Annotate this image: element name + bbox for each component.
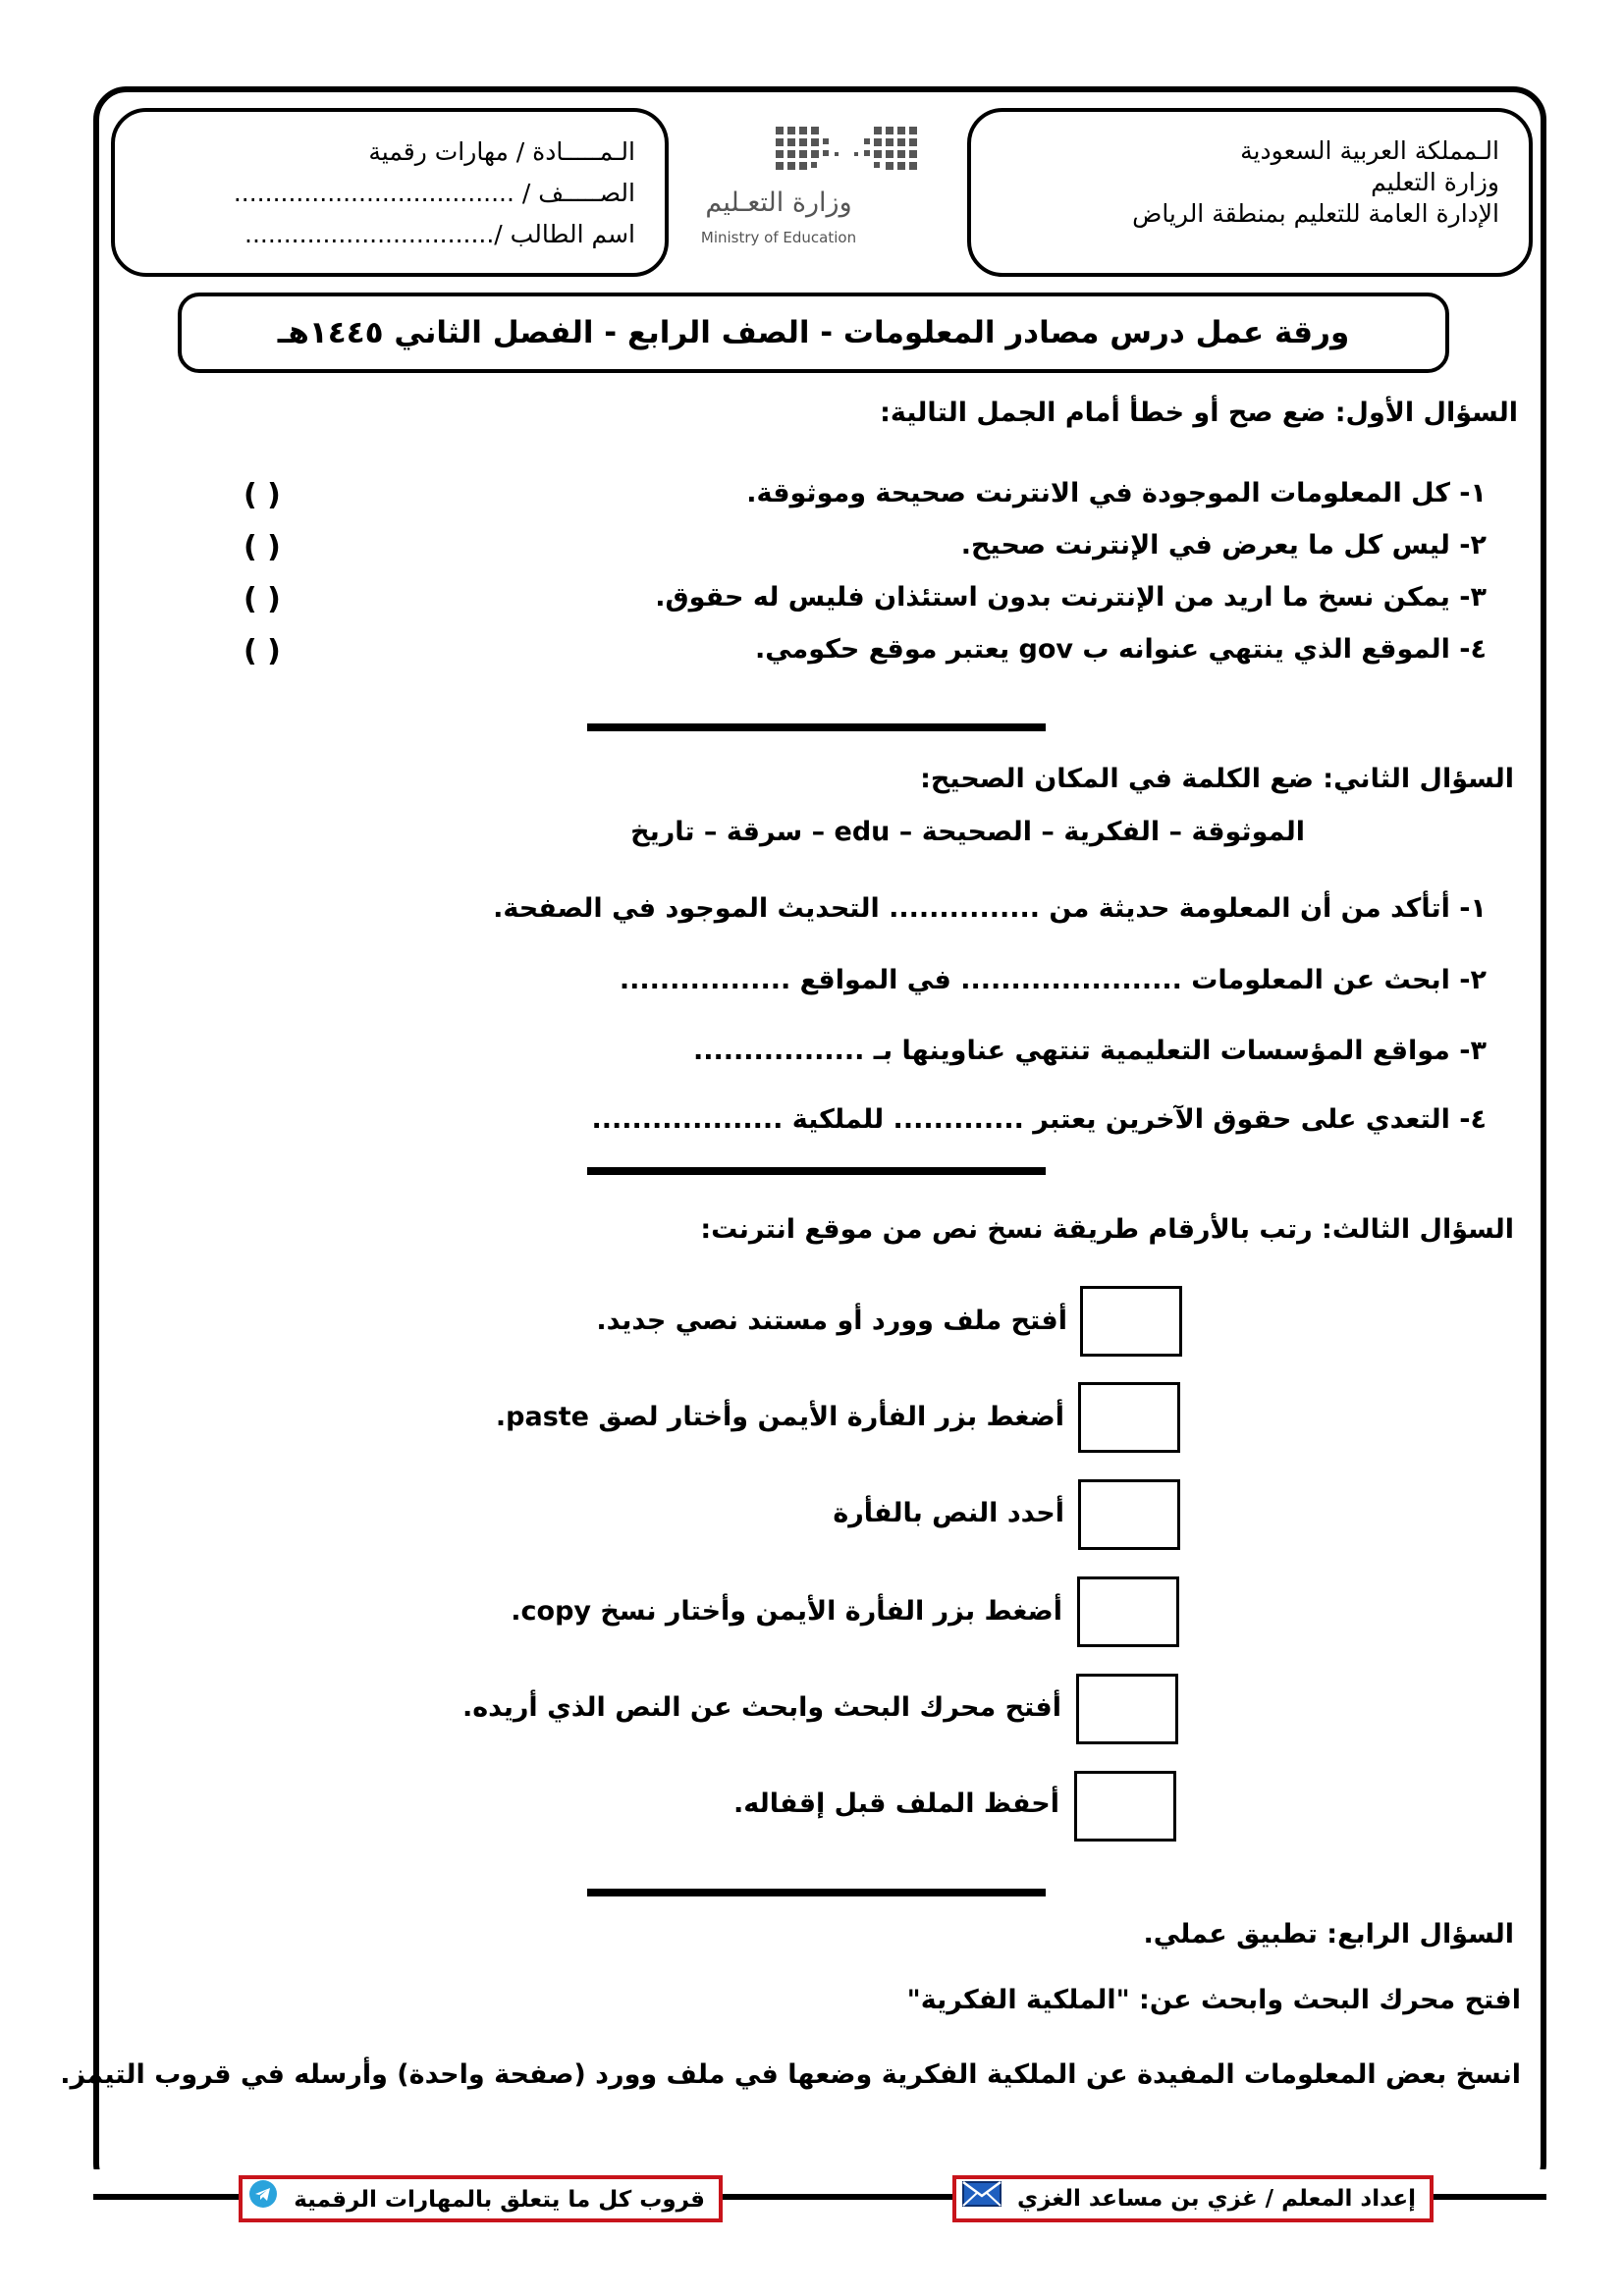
envelope-icon	[962, 2180, 1001, 2219]
footer-teacher-box	[952, 2175, 1434, 2222]
q1-answer-3[interactable]: ( )	[244, 582, 281, 616]
q1-item-2: ٢- ليس كل ما يعرض في الإنترنت صحيح.	[960, 530, 1487, 561]
divider-1	[587, 723, 1046, 731]
divider-2	[587, 1167, 1046, 1175]
header-left-box	[111, 108, 669, 277]
q2-word-bank: الموثوقة – الفكرية – الصحيحة – edu – سرقة – تاريخ	[630, 817, 1305, 847]
footer-teacher-text: إعداد المعلم / غزي بن مساعد الغزي	[1017, 2186, 1416, 2212]
q4-title: السؤال الرابع: تطبيق عملي.	[1143, 1919, 1514, 1949]
q1-answer-1[interactable]: ( )	[244, 478, 281, 512]
header-ministry: وزارة التعليم	[1371, 168, 1499, 196]
q1-answer-2[interactable]: ( )	[244, 530, 281, 564]
q3-step-2: أضغط بزر الفأرة الأيمن وأختار لصق paste.	[495, 1402, 1064, 1432]
header-directorate: الإدارة العامة للتعليم بمنطقة الرياض	[1132, 199, 1499, 228]
student-name-line: اسم الطالب /................................	[244, 220, 635, 248]
header-right-box	[967, 108, 1533, 277]
q2-item-3: ٣- مواقع المؤسسات التعليمية تنتهي عناوينها بـ .................	[693, 1036, 1487, 1066]
q1-answer-4[interactable]: ( )	[244, 634, 281, 668]
q3-order-box-4[interactable]	[1077, 1576, 1179, 1647]
q3-order-box-2[interactable]	[1078, 1382, 1180, 1453]
ministry-logo	[687, 123, 943, 255]
q1-item-4: ٤- الموقع الذي ينتهي عنوانه ب gov يعتبر موقع حكومي.	[754, 634, 1487, 665]
worksheet-title: ورقة عمل درس مصادر المعلومات - الصف الرابع - الفصل الثاني ١٤٤٥هـ	[178, 293, 1449, 373]
q3-step-4: أضغط بزر الفأرة الأيمن وأختار نسخ copy.	[511, 1596, 1062, 1627]
q4-line-2: انسخ بعض المعلومات المفيدة عن الملكية الفكرية وضعها في ملف وورد (صفحة واحدة) وأرسله في قروب التيمز.	[60, 2059, 1521, 2090]
q1-title: السؤال الأول: ضع صح أو خطأ أمام الجمل التالية:	[880, 398, 1518, 428]
logo-dots-icon	[687, 123, 943, 191]
q3-step-3: أحدد النص بالفأرة	[833, 1498, 1064, 1528]
header-country: الـمملكة العربية السعودية	[1240, 136, 1499, 165]
footer-group-box[interactable]	[239, 2175, 723, 2222]
q3-step-5: أفتح محرك البحث وابحث عن النص الذي أريده.	[461, 1692, 1061, 1723]
q2-title: السؤال الثاني: ضع الكلمة في المكان الصحيح:	[920, 764, 1514, 794]
q3-order-box-1[interactable]	[1080, 1286, 1182, 1357]
q3-order-box-6[interactable]	[1074, 1771, 1176, 1842]
logo-english-text: Ministry of Education	[700, 229, 857, 246]
q3-step-1: أفتح ملف وورد أو مستند نصي جديد.	[596, 1306, 1067, 1336]
q1-item-3: ٣- يمكن نسخ ما اريد من الإنترنت بدون استئذان فليس له حقوق.	[655, 582, 1487, 613]
q4-line-1: افتح محرك البحث وابحث عن: "الملكية الفكرية"	[906, 1985, 1521, 2015]
q1-item-1: ١- كل المعلومات الموجودة في الانترنت صحيحة وموثوقة.	[746, 478, 1487, 508]
subject-line: الـمـــــادة / مهارات رقمية	[368, 137, 635, 166]
telegram-icon[interactable]	[248, 2179, 278, 2221]
q2-item-2: ٢- ابحث عن المعلومات ...................... في المواقع .................	[619, 965, 1487, 995]
q2-item-4: ٤- التعدي على حقوق الآخرين يعتبر ............. للملكية ...................	[591, 1104, 1487, 1135]
divider-3	[587, 1889, 1046, 1896]
q3-title: السؤال الثالث: رتب بالأرقام طريقة نسخ نص من موقع انترنت:	[700, 1214, 1514, 1245]
grade-line: الصـــــف / ....................................	[233, 179, 635, 207]
q2-item-1: ١- أتأكد من أن المعلومة حديثة من ............... التحديث الموجود في الصفحة.	[493, 893, 1487, 924]
q3-order-box-5[interactable]	[1076, 1674, 1178, 1744]
q3-order-box-3[interactable]	[1078, 1479, 1180, 1550]
q3-step-6: أحفظ الملف قبل إقفاله.	[732, 1789, 1059, 1819]
logo-arabic-text: وزارة التعـليم	[705, 187, 852, 218]
footer-group-text: قروب كل ما يتعلق بالمهارات الرقمية	[294, 2187, 705, 2213]
